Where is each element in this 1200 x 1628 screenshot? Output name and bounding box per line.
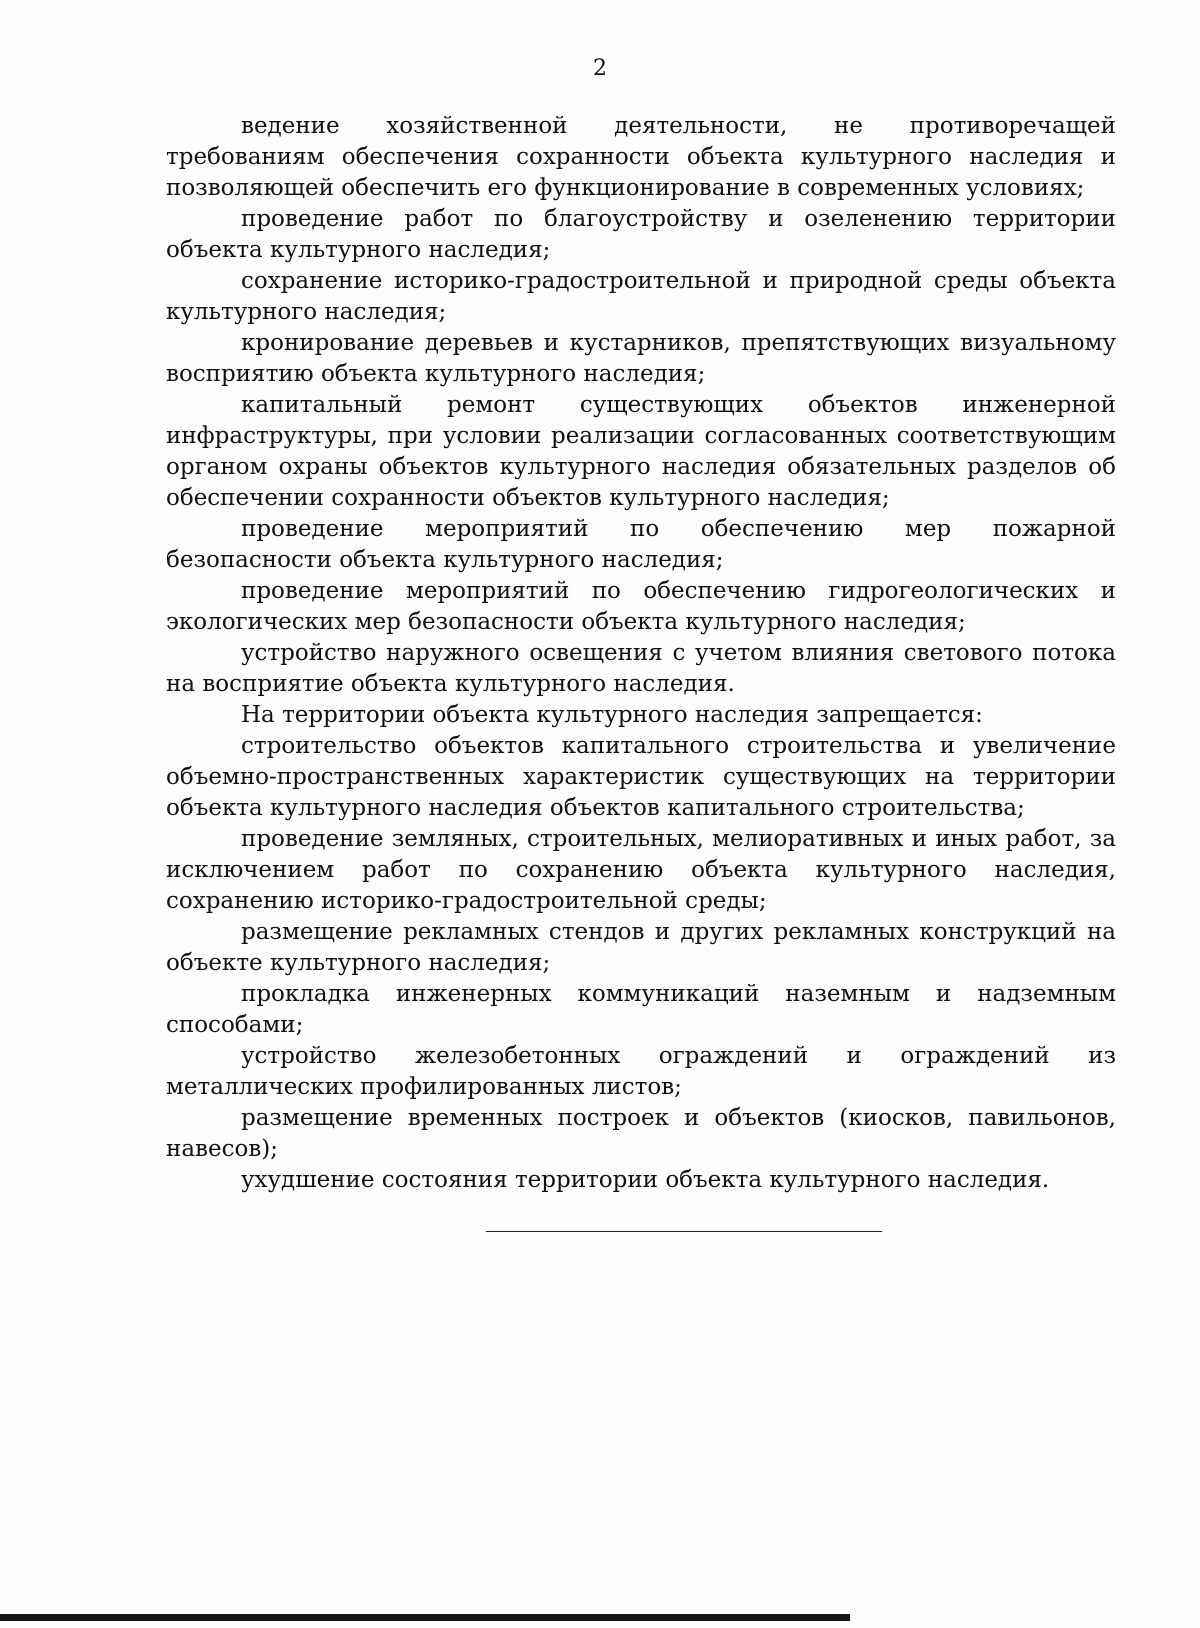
paragraph: проведение земляных, строительных, мелиоративных и иных работ, за исключением работ по сохранению объекта культурного наследия, сохранению историко-градостроительной среды; [166, 826, 1116, 914]
paragraph: строительство объектов капитального строительства и увеличение объемно-пространственных характеристик существующих на территории объекта культурного наследия объектов капитального строительства; [166, 733, 1116, 821]
paragraph: размещение временных построек и объектов (киосков, павильонов, навесов); [166, 1105, 1116, 1162]
paragraph: сохранение историко-градостроительной и природной среды объекта культурного наследия; [166, 268, 1116, 325]
prohibitions-heading: На территории объекта культурного наследия запрещается: [241, 702, 983, 728]
paragraph: ухудшение состояния территории объекта культурного наследия. [241, 1167, 1050, 1193]
paragraph: капитальный ремонт существующих объектов инженерной инфраструктуры, при условии реализации согласованных соответствующим органом охраны объектов культурного наследия обязательных разделов об обеспечении сохранности объектов культурного наследия; [166, 392, 1116, 511]
paragraph: прокладка инженерных коммуникаций наземным и надземным способами; [166, 981, 1116, 1038]
paragraph: ведение хозяйственной деятельности, не противоречащей требованиям обеспечения сохранности объекта культурного наследия и позволяющей обеспечить его функционирование в современных условиях; [166, 113, 1116, 201]
paragraph: кронирование деревьев и кустарников, препятствующих визуальному восприятию объекта культурного наследия; [166, 330, 1116, 387]
paragraph: устройство наружного освещения с учетом влияния светового потока на восприятие объекта культурного наследия. [166, 640, 1116, 697]
end-divider [486, 1231, 882, 1232]
paragraph: проведение мероприятий по обеспечению мер пожарной безопасности объекта культурного наследия; [166, 516, 1116, 573]
document-body [166, 111, 1116, 1196]
paragraph: проведение мероприятий по обеспечению гидрогеологических и экологических мер безопасности объекта культурного наследия; [166, 578, 1116, 635]
paragraph: устройство железобетонных ограждений и ограждений из металлических профилированных листов; [166, 1043, 1116, 1100]
paragraph: размещение рекламных стендов и других рекламных конструкций на объекте культурного наследия; [166, 919, 1116, 976]
page-number: 2 [593, 56, 607, 81]
paragraph: проведение работ по благоустройству и озеленению территории объекта культурного наследия; [166, 206, 1116, 263]
scan-bottom-edge [0, 1614, 850, 1621]
